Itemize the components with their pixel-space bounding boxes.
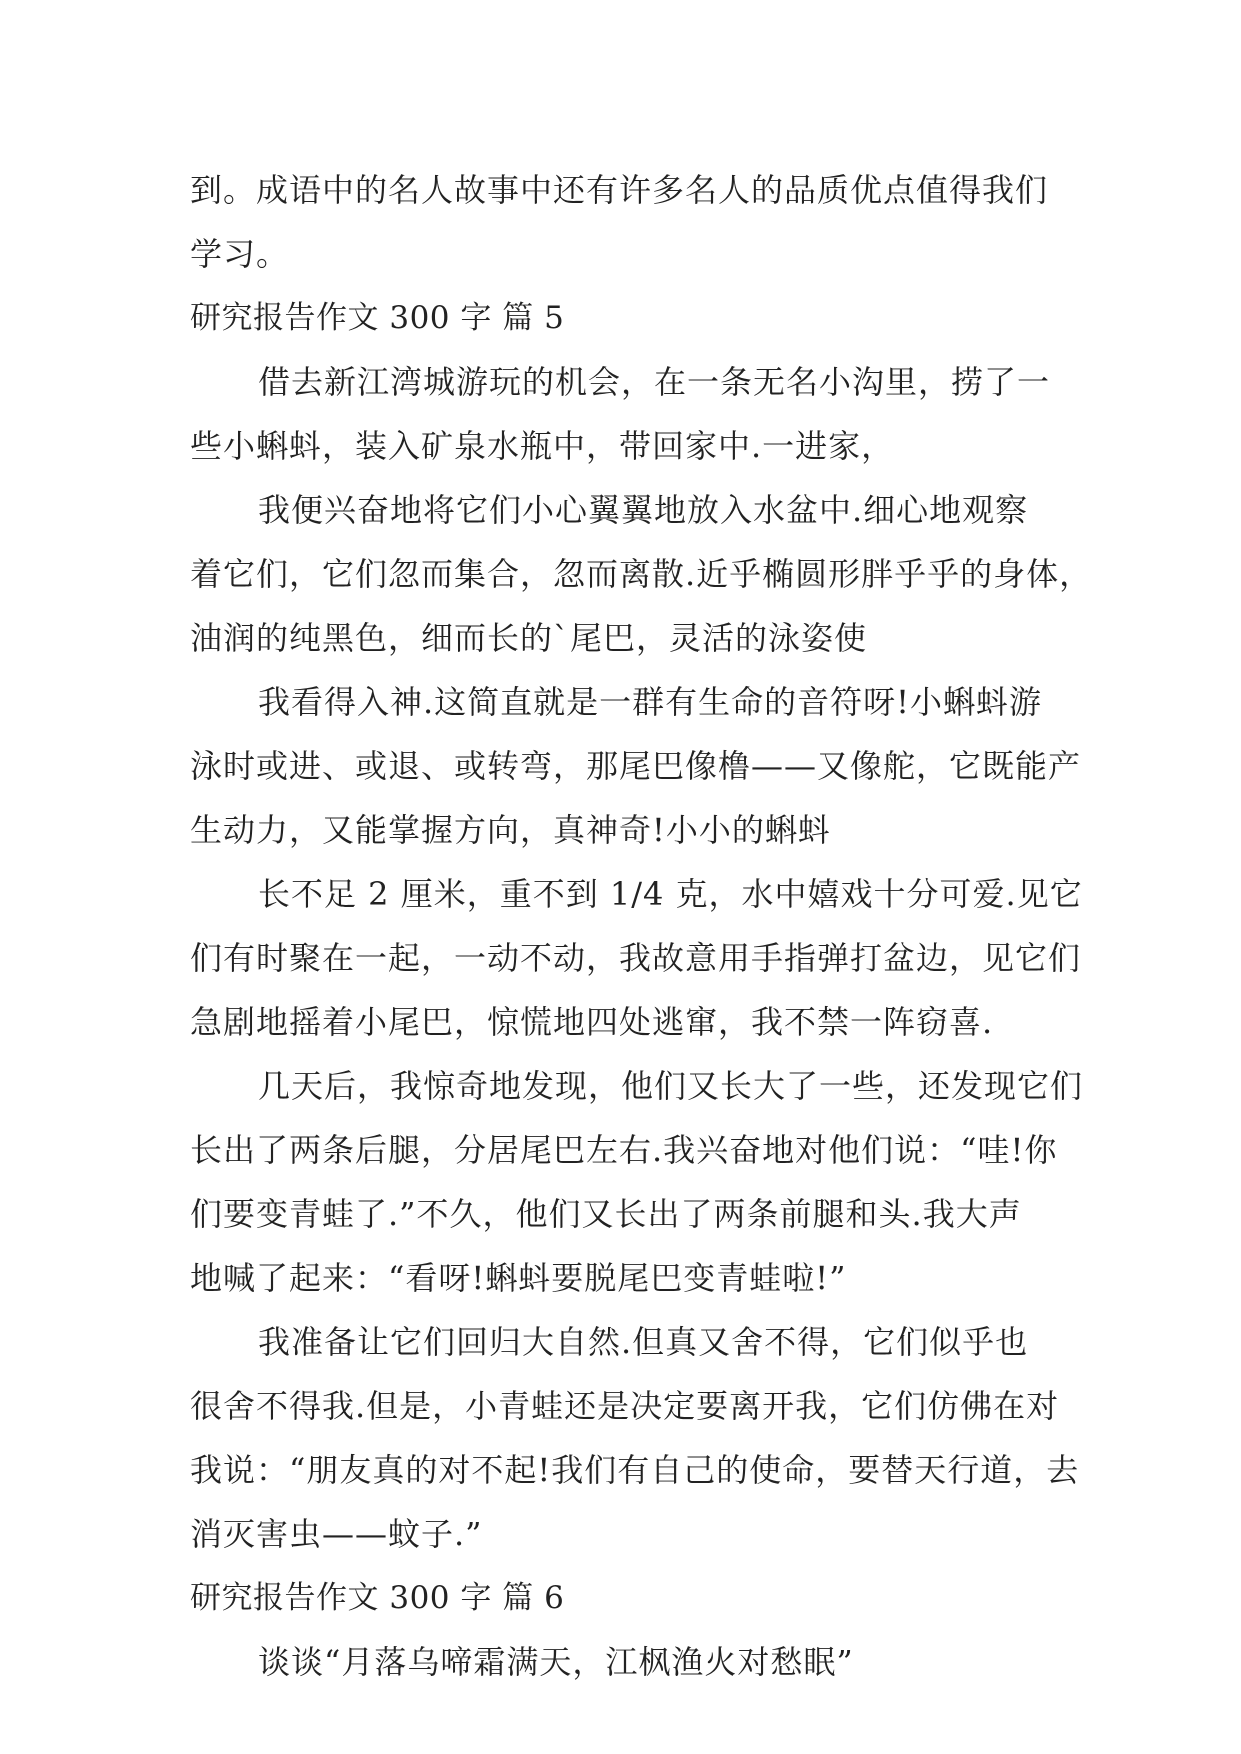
body-text-line: 借去新江湾城游玩的机会，在一条无名小沟里，捞了一 bbox=[258, 363, 1051, 401]
body-text-line: 学习。 bbox=[190, 235, 290, 273]
body-text-line: 几天后，我惊奇地发现，他们又长大了一些，还发现它们 bbox=[258, 1067, 1084, 1105]
body-text-line: 泳时或进、或退、或转弯，那尾巴像橹——又像舵，它既能产 bbox=[190, 747, 1082, 785]
body-text-line: 们要变青蛙了.”不久，他们又长出了两条前腿和头.我大声 bbox=[190, 1195, 1022, 1233]
body-text-line: 着它们，它们忽而集合，忽而离散.近乎椭圆形胖乎乎的身体， bbox=[190, 555, 1093, 593]
body-text-line: 些小蝌蚪，装入矿泉水瓶中，带回家中.一进家， bbox=[190, 427, 895, 465]
body-text-line: 谈谈“月落乌啼霜满天，江枫渔火对愁眠” bbox=[258, 1643, 854, 1681]
body-text-line: 生动力，又能掌握方向，真神奇!小小的蝌蚪 bbox=[190, 811, 831, 849]
body-text-line: 我便兴奋地将它们小心翼翼地放入水盆中.细心地观察 bbox=[258, 491, 1029, 529]
body-text-line: 到。成语中的名人故事中还有许多名人的品质优点值得我们 bbox=[190, 171, 1049, 209]
body-text-line: 我准备让它们回归大自然.但真又舍不得，它们似乎也 bbox=[258, 1323, 1029, 1361]
body-text-line: 消灭害虫——蚊子.” bbox=[190, 1515, 483, 1553]
section-heading: 研究报告作文 300 字 篇 6 bbox=[190, 1580, 565, 1616]
body-text-line: 很舍不得我.但是，小青蛙还是决定要离开我，它们仿佛在对 bbox=[190, 1387, 1060, 1425]
body-text-line: 急剧地摇着小尾巴，惊慌地四处逃窜，我不禁一阵窃喜. bbox=[190, 1003, 994, 1041]
section-heading: 研究报告作文 300 字 篇 5 bbox=[190, 300, 565, 336]
body-text-line: 我说：“朋友真的对不起!我们有自己的使命，要替天行道，去 bbox=[190, 1451, 1080, 1489]
document-body bbox=[190, 158, 1093, 1694]
body-text-line: 长不足 2 厘米，重不到 1/4 克，水中嬉戏十分可爱.见它 bbox=[258, 875, 1083, 913]
body-text-line: 长出了两条后腿，分居尾巴左右.我兴奋地对他们说：“哇!你 bbox=[190, 1131, 1058, 1169]
body-text-line: 们有时聚在一起，一动不动，我故意用手指弹打盆边，见它们 bbox=[190, 939, 1082, 977]
body-text-line: 地喊了起来：“看呀!蝌蚪要脱尾巴变青蛙啦!” bbox=[190, 1259, 847, 1297]
body-text-line: 油润的纯黑色，细而长的`尾巴，灵活的泳姿使 bbox=[190, 619, 868, 657]
body-text-line: 我看得入神.这简直就是一群有生命的音符呀!小蝌蚪游 bbox=[258, 683, 1043, 721]
